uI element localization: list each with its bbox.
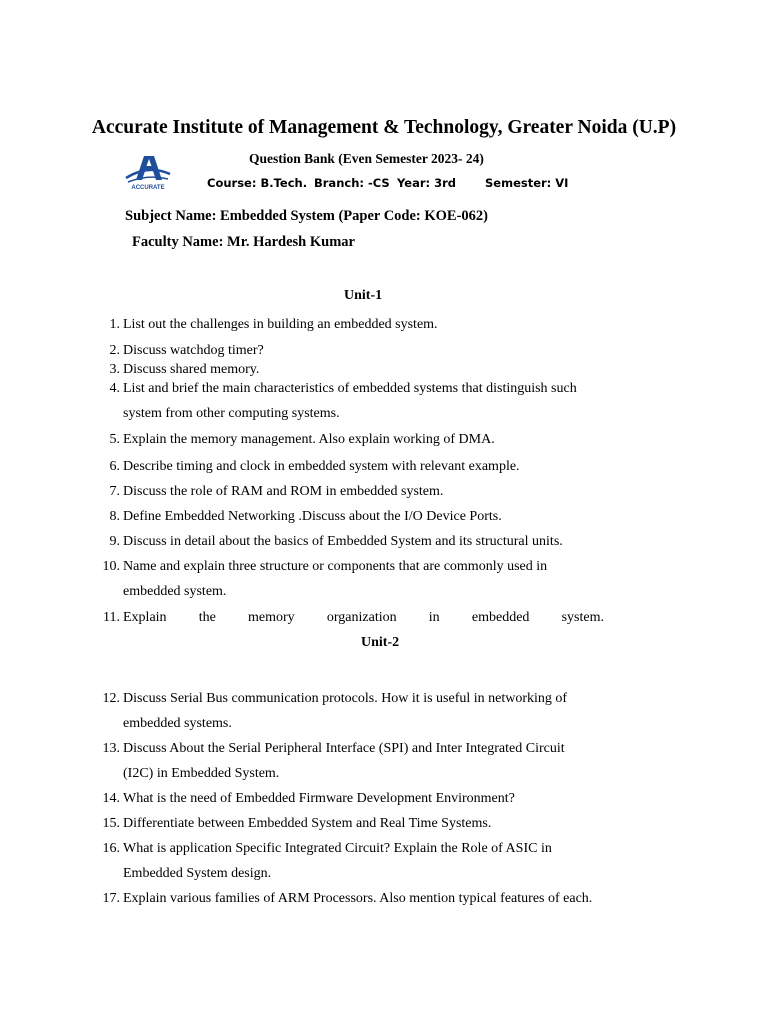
question-text: Discuss shared memory. (123, 362, 260, 377)
subject-name: Subject Name: Embedded System (Paper Code: KOE-062) (125, 208, 489, 224)
question-word: in (428, 610, 440, 625)
question-word: memory (248, 610, 295, 625)
question-number: 12. (102, 691, 120, 706)
branch-label: Branch: -CS (314, 176, 390, 190)
year-label: Year: 3rd (397, 176, 457, 190)
question-number: 7. (109, 484, 120, 499)
question-text-justified (123, 609, 604, 627)
question-text: Explain various families of ARM Processors. Also mention typical features of each. (123, 891, 593, 906)
course-label: Course: B.Tech. (207, 176, 308, 190)
question-number: 2. (109, 343, 120, 358)
question-number: 14. (102, 791, 120, 806)
question-number: 5. (109, 432, 120, 447)
question-number: 15. (102, 816, 120, 831)
question-text: Describe timing and clock in embedded system with relevant example. (123, 459, 520, 474)
question-text: What is application Specific Integrated Circuit? Explain the Role of ASIC in (123, 841, 552, 856)
unit-1-heading: Unit-1 (344, 288, 383, 303)
question-text-continued: Embedded System design. (123, 866, 272, 881)
question-number: 6. (109, 459, 120, 474)
question-text: List and brief the main characteristics of embedded systems that distinguish such (123, 381, 577, 396)
question-number: 4. (109, 381, 120, 396)
accurate-logo (124, 154, 172, 192)
question-number: 9. (109, 534, 120, 549)
question-text-continued: system from other computing systems. (123, 406, 340, 421)
question-text: Discuss the role of RAM and ROM in embedded system. (123, 484, 444, 499)
logo-graphic (124, 154, 172, 192)
question-number: 3. (109, 362, 120, 377)
question-text: Discuss in detail about the basics of Embedded System and its structural units. (123, 534, 563, 549)
question-number: 8. (109, 509, 120, 524)
question-word: Explain (123, 610, 167, 625)
question-text: List out the challenges in building an embedded system. (123, 317, 438, 332)
question-word: embedded (471, 610, 530, 625)
question-number: 11. (103, 610, 120, 625)
question-text: Discuss About the Serial Peripheral Interface (SPI) and Inter Integrated Circuit (123, 741, 565, 756)
question-number: 10. (102, 559, 120, 574)
institute-title: Accurate Institute of Management & Technology, Greater Noida (U.P) (91, 117, 677, 138)
question-number: 13. (102, 741, 120, 756)
faculty-name: Faculty Name: Mr. Hardesh Kumar (132, 234, 355, 250)
semester-label: Semester: VI (485, 176, 569, 190)
logo-text: ACCURATE (131, 185, 165, 191)
question-text-continued: embedded systems. (123, 716, 232, 731)
question-text: Differentiate between Embedded System and Real Time Systems. (123, 816, 492, 831)
unit-2-heading: Unit-2 (361, 635, 400, 650)
question-word: the (198, 610, 216, 625)
question-bank-title: Question Bank (Even Semester 2023- 24) (249, 151, 484, 166)
question-word: system. (561, 610, 604, 625)
question-word: organization (326, 610, 397, 625)
question-text: Discuss watchdog timer? (123, 343, 264, 358)
question-text: Define Embedded Networking .Discuss about the I/O Device Ports. (123, 509, 502, 524)
question-number: 17. (102, 891, 120, 906)
question-text-continued: (I2C) in Embedded System. (123, 766, 280, 781)
question-text: Name and explain three structure or components that are commonly used in (123, 559, 548, 574)
question-text-continued: embedded system. (123, 584, 227, 599)
question-text: What is the need of Embedded Firmware Development Environment? (123, 791, 515, 806)
question-text: Discuss Serial Bus communication protocols. How it is useful in networking of (123, 691, 568, 706)
question-number: 16. (102, 841, 120, 856)
question-text: Explain the memory management. Also explain working of DMA. (123, 432, 495, 447)
question-number: 1. (109, 317, 120, 332)
